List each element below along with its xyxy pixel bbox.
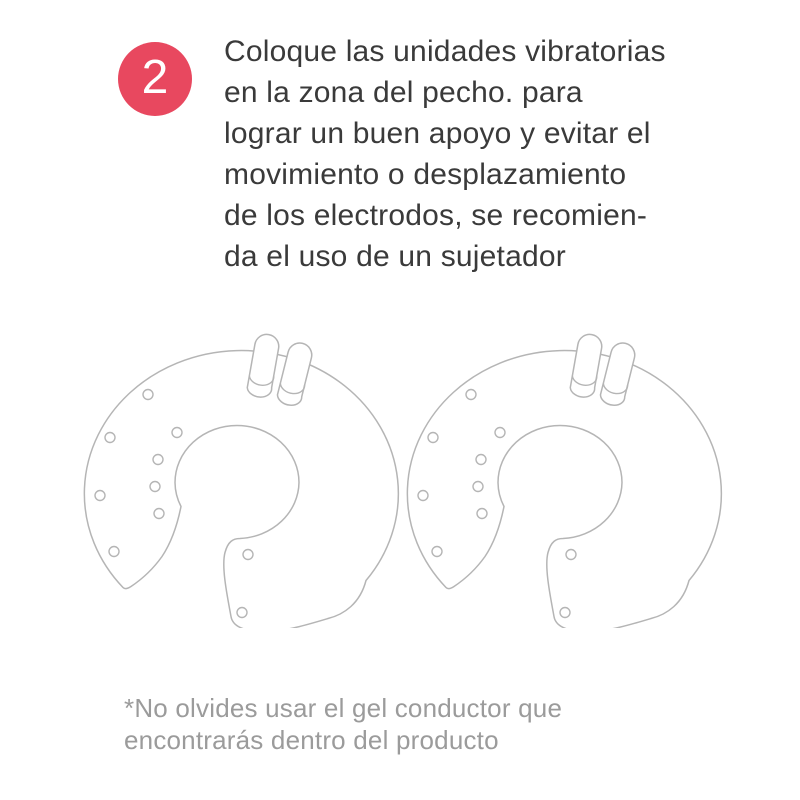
- instruction-line: de los electrodos, se recomien-: [224, 199, 648, 232]
- chest-pad-diagram-left: [82, 323, 412, 628]
- pad-outline: [84, 351, 398, 628]
- instruction-line: en la zona del pecho. para: [224, 76, 583, 109]
- footnote-line: *No olvides usar el gel conductor que: [124, 693, 563, 723]
- chest-pad-diagram-right: [405, 323, 735, 628]
- instruction-line: lograr un buen apoyo y evitar el: [224, 117, 651, 150]
- instruction-text: [224, 31, 744, 277]
- chest-pad-shape: [84, 333, 398, 629]
- pads-illustration: [0, 323, 800, 628]
- footnote-line: encontrarás dentro del producto: [124, 725, 499, 755]
- instruction-line: movimiento o desplazamiento: [224, 158, 627, 191]
- instruction-line: Coloque las unidades vibratorias: [224, 35, 666, 68]
- instruction-line: da el uso de un sujetador: [224, 240, 566, 273]
- step-number: 2: [141, 51, 169, 104]
- step-number-badge: [118, 42, 192, 116]
- footnote-text: [124, 692, 744, 756]
